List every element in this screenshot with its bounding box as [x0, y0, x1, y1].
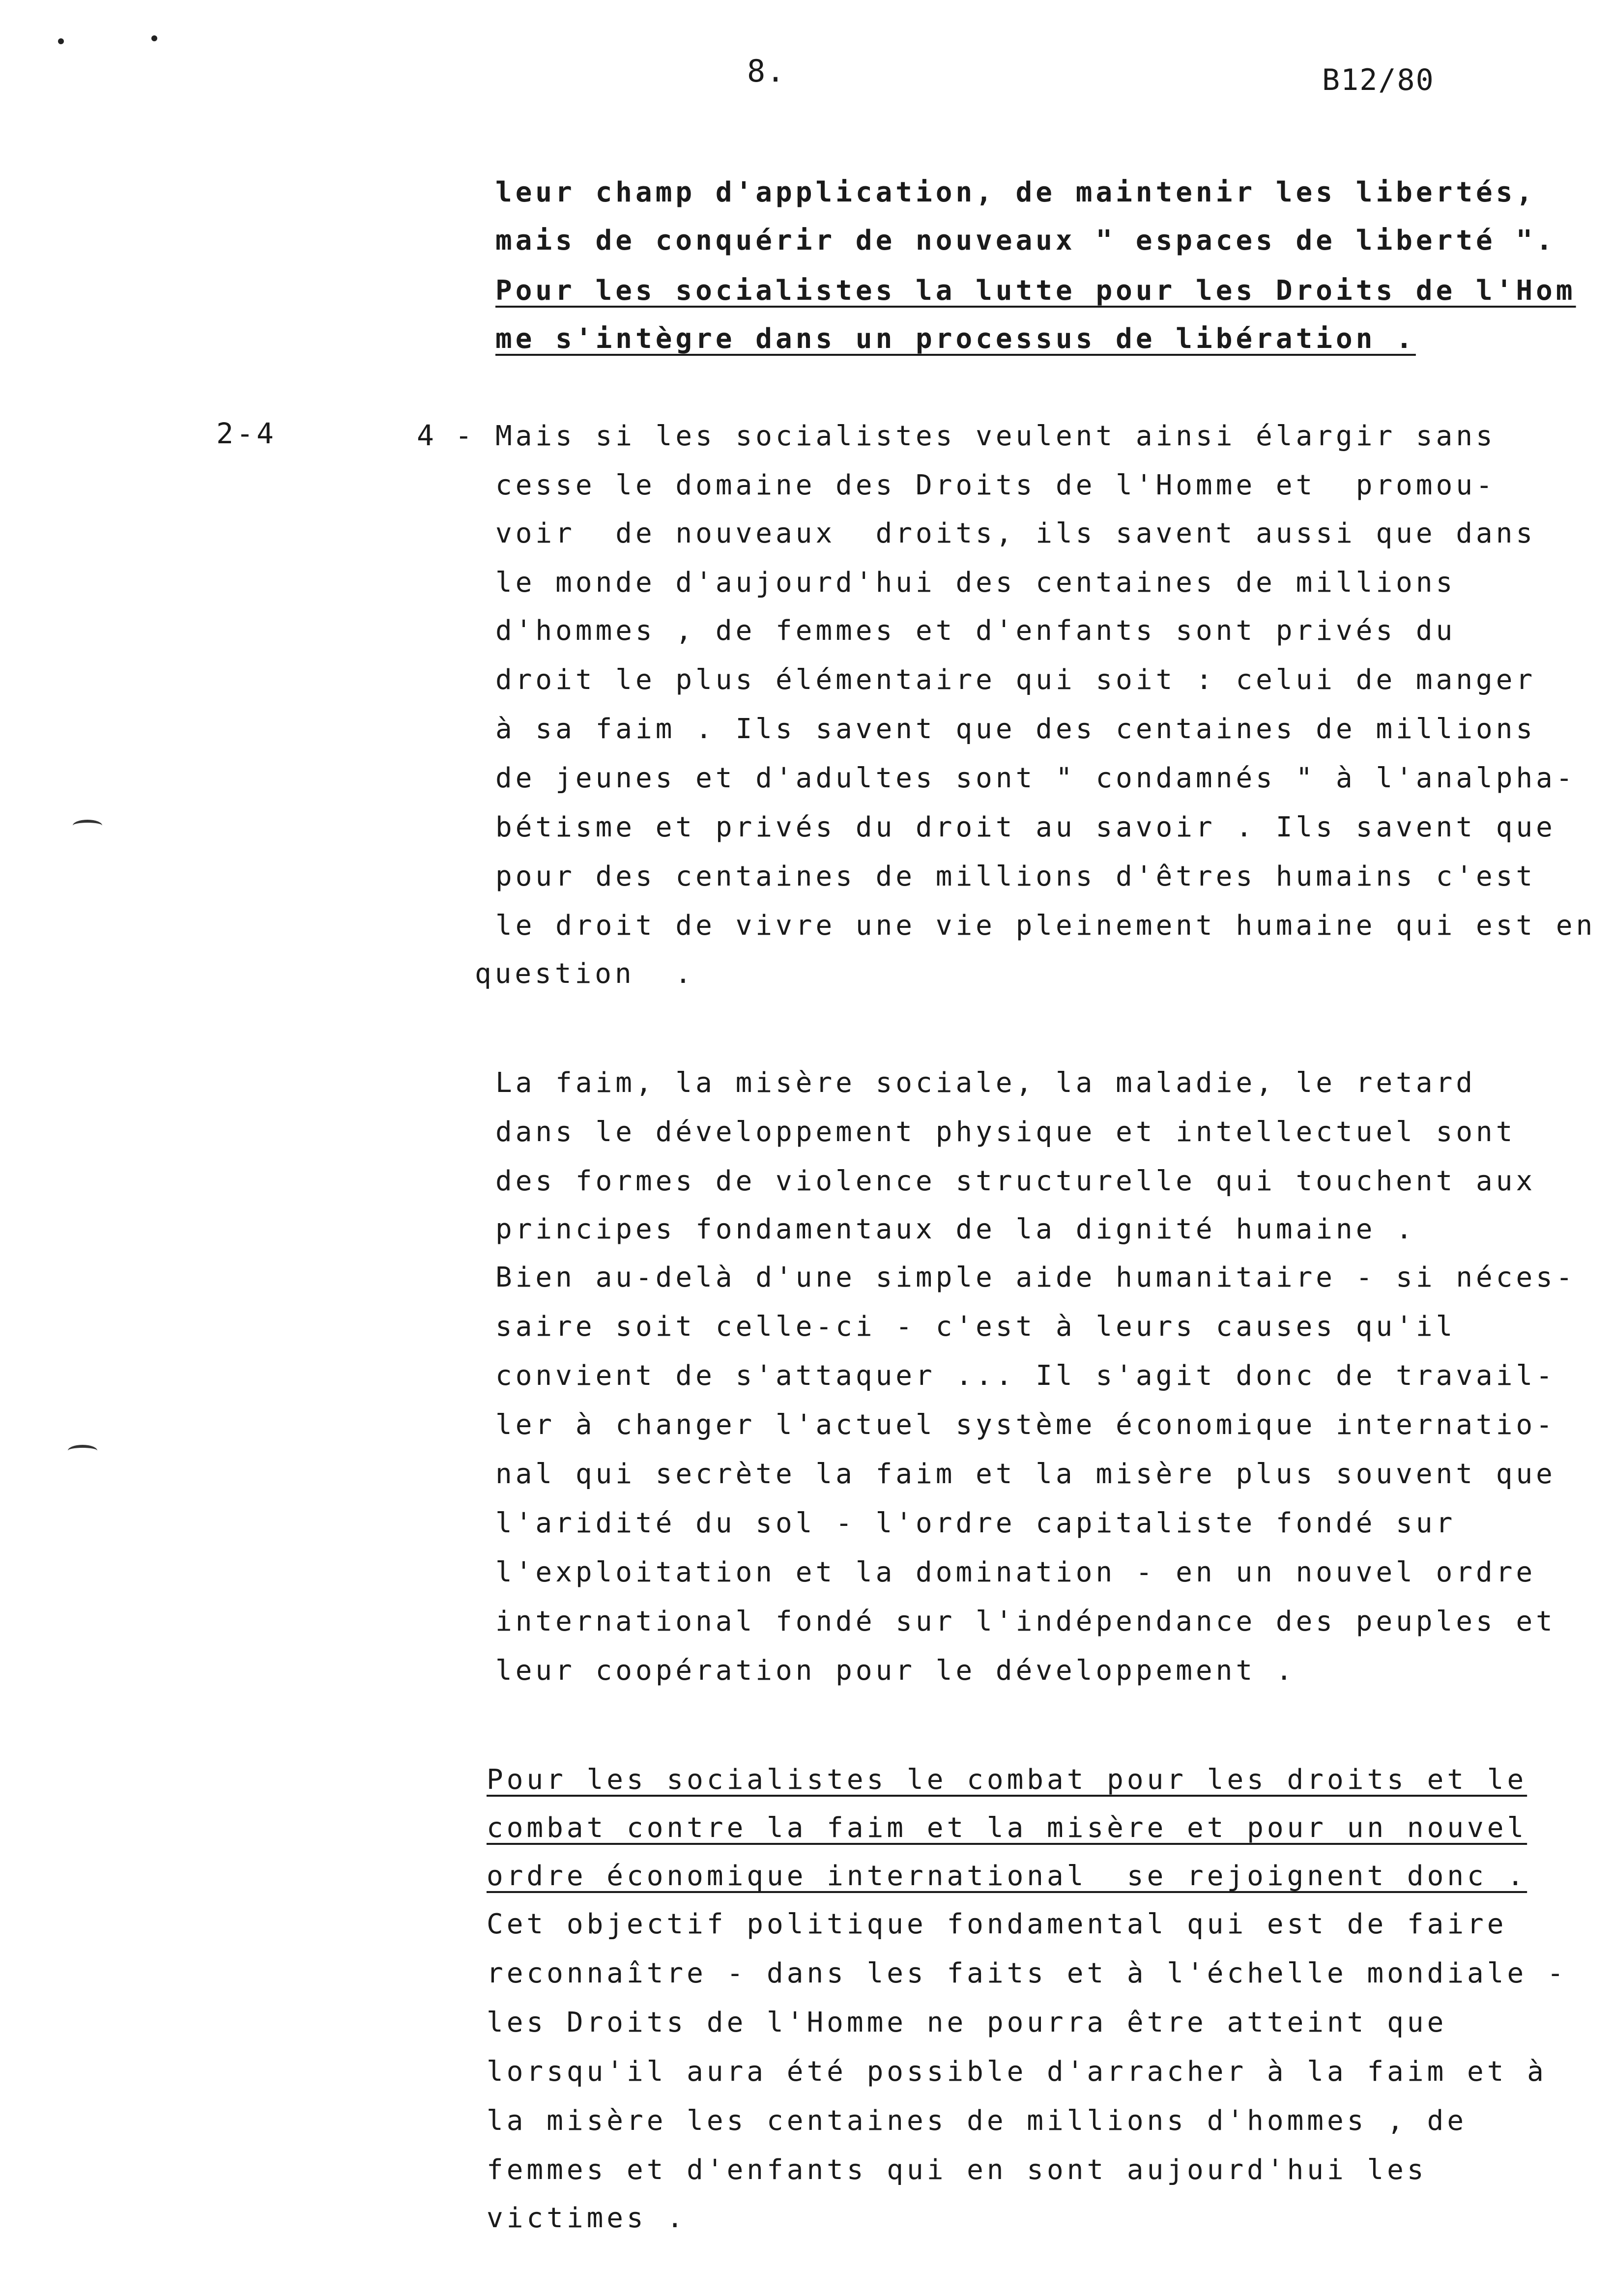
text-line: La faim, la misère sociale, la maladie, le retard [495, 1067, 1476, 1099]
page-number: 8. [747, 53, 786, 89]
text-line: leur coopération pour le développement . [495, 1655, 1296, 1687]
item-number: 4 - [417, 419, 474, 452]
text-line: les Droits de l'Homme ne pourra être atteint que [487, 2007, 1447, 2038]
text-line: nal qui secrète la faim et la misère plus souvent que [495, 1458, 1556, 1490]
text-line: ler à changer l'actuel système économique internatio- [495, 1409, 1556, 1441]
text-line-underlined: Pour les socialistes le combat pour les droits et le [487, 1764, 1527, 1796]
text-line: des formes de violence structurelle qui touchent aux [495, 1165, 1536, 1197]
corner-dot [58, 38, 64, 44]
text-line: reconnaître - dans les faits et à l'échelle mondiale - [487, 1957, 1567, 1989]
text-line: pour des centaines de millions d'êtres humains c'est [495, 861, 1536, 892]
text-line: principes fondamentaux de la dignité humaine . [495, 1213, 1416, 1245]
corner-dot [151, 35, 157, 41]
text-line-underlined: ordre économique international se rejoignent donc . [487, 1860, 1527, 1892]
text-line: lorsqu'il aura été possible d'arracher à la faim et à [487, 2056, 1547, 2088]
text-line: Bien au-delà d'une simple aide humanitaire - si néces- [495, 1262, 1576, 1293]
text-line: à sa faim . Ils savent que des centaines de millions [495, 713, 1536, 745]
text-line: dans le développement physique et intellectuel sont [495, 1116, 1516, 1148]
text-line: convient de s'attaquer ... Il s'agit donc de travail- [495, 1360, 1556, 1392]
text-line: victimes . [487, 2202, 687, 2234]
text-line: mais de conquérir de nouveaux " espaces de liberté ". [495, 225, 1556, 257]
margin-mark [73, 820, 102, 832]
text-line: saire soit celle-ci - c'est à leurs causes qu'il [495, 1311, 1456, 1343]
text-line: le droit de vivre une vie pleinement humaine qui est en [495, 910, 1596, 942]
text-line: femmes et d'enfants qui en sont aujourd'hui les [487, 2154, 1427, 2186]
margin-mark [68, 1445, 97, 1457]
document-reference: B12/80 [1322, 63, 1435, 97]
text-line: de jeunes et d'adultes sont " condamnés " à l'analpha- [495, 762, 1576, 794]
text-line: bétisme et privés du droit au savoir . Ils savent que [495, 811, 1556, 843]
text-line: droit le plus élémentaire qui soit : celui de manger [495, 664, 1536, 696]
text-line: leur champ d'application, de maintenir les libertés, [495, 176, 1536, 208]
text-line: question . [475, 958, 695, 990]
text-line-underlined: me s'intègre dans un processus de libération . [495, 323, 1416, 355]
text-line-underlined: combat contre la faim et la misère et pour un nouvel [487, 1812, 1527, 1844]
text-line: Cet objectif politique fondamental qui est de faire [487, 1908, 1507, 1940]
section-margin-number: 2-4 [216, 417, 277, 450]
text-line-underlined: Pour les socialistes la lutte pour les Droits de l'Hom [495, 275, 1576, 307]
text-line: cesse le domaine des Droits de l'Homme et promou- [495, 469, 1496, 501]
text-line: l'exploitation et la domination - en un nouvel ordre [495, 1556, 1536, 1588]
text-line: international fondé sur l'indépendance des peuples et [495, 1606, 1556, 1637]
text-line: voir de nouveaux droits, ils savent aussi que dans [495, 517, 1536, 549]
text-line: Mais si les socialistes veulent ainsi élargir sans [495, 420, 1496, 452]
text-line: la misère les centaines de millions d'hommes , de [487, 2105, 1468, 2137]
text-line: le monde d'aujourd'hui des centaines de millions [495, 567, 1456, 599]
text-line: d'hommes , de femmes et d'enfants sont privés du [495, 615, 1456, 647]
text-line: l'aridité du sol - l'ordre capitaliste fondé sur [495, 1507, 1456, 1539]
